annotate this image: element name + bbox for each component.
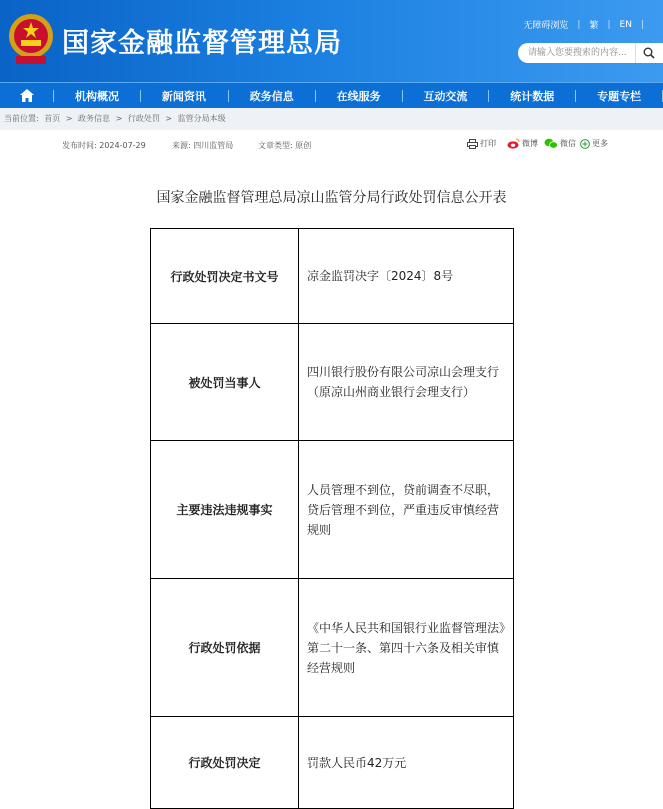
table-row [151,579,514,717]
traditional-chinese-link[interactable]: 繁 [589,21,599,31]
nav-divider [53,90,54,102]
share-wechat-button[interactable] [544,138,576,149]
table-row [151,717,514,809]
row-value: 四川银行股份有限公司凉山会理支行（原凉山州商业银行会理支行） [299,324,514,441]
table-row [151,324,514,441]
nav-item-interaction[interactable]: 互动交流 [423,89,468,103]
breadcrumb-separator: > [65,114,73,123]
plus-circle-icon [580,139,590,149]
site-header [0,0,663,82]
print-button[interactable] [467,138,496,149]
accessibility-link[interactable]: 无障碍浏览 [523,21,569,31]
row-label: 行政处罚决定书文号 [151,229,299,324]
row-label: 行政处罚依据 [151,579,299,717]
nav-item-statistics[interactable]: 统计数据 [510,89,555,103]
nav-item-special-topics[interactable]: 专题专栏 [597,89,642,103]
print-label: 打印 [480,139,496,148]
weibo-icon [507,138,520,149]
nav-divider [402,90,403,102]
more-label: 更多 [592,139,608,148]
search-button[interactable] [635,43,663,63]
nav-item-online-services[interactable]: 在线服务 [336,89,381,103]
nav-item-news[interactable]: 新闻资讯 [161,89,206,103]
article-source: 来源: 四川监管局 [172,141,234,150]
divider: | [607,19,611,30]
search-input[interactable]: 请输入您要搜索的内容... [518,43,635,63]
breadcrumb-prefix: 当前位置: [4,114,39,123]
share-more-button[interactable] [580,138,608,149]
row-label: 行政处罚决定 [151,717,299,809]
main-nav [0,82,663,108]
nav-divider [488,90,489,102]
article-type: 文章类型: 原创 [258,141,312,150]
nav-home[interactable] [0,83,53,108]
home-icon [20,89,34,102]
site-title[interactable]: 国家金融监督管理总局 [62,28,342,59]
table-row [151,441,514,579]
penalty-info-table [150,228,514,809]
breadcrumb-separator: > [165,114,173,123]
nav-divider [315,90,316,102]
row-value: 罚款人民币42万元 [299,717,514,809]
nav-divider [140,90,141,102]
share-weibo-button[interactable] [507,138,538,149]
breadcrumb [0,108,663,130]
search-icon [643,47,655,59]
article-title: 国家金融监督管理总局凉山监管分局行政处罚信息公开表 [156,190,507,206]
wechat-icon [544,138,558,149]
breadcrumb-item-home[interactable]: 首页 [44,114,61,123]
divider: | [577,19,581,30]
top-links [523,18,653,31]
row-label: 主要违法违规事实 [151,441,299,579]
row-value: 《中华人民共和国银行业监督管理法》第二十一条、第四十六条及相关审慎经营规则 [299,579,514,717]
nav-divider [228,90,229,102]
national-emblem-icon [6,10,56,68]
breadcrumb-item-government[interactable]: 政务信息 [78,114,111,123]
weibo-label: 微博 [522,139,538,148]
breadcrumb-item-branch[interactable]: 监管分局本级 [177,114,226,123]
divider: | [640,19,644,30]
breadcrumb-item-penalty[interactable]: 行政处罚 [127,114,160,123]
publish-date: 发布时间: 2024-07-29 [62,141,146,150]
nav-divider [575,90,576,102]
row-value: 凉金监罚决字〔2024〕8号 [299,229,514,324]
table-row [151,229,514,324]
printer-icon [467,139,478,149]
english-link[interactable]: EN [619,19,632,30]
article-meta [0,130,663,158]
nav-item-about[interactable]: 机构概况 [75,89,119,103]
nav-item-government[interactable]: 政务信息 [249,89,294,103]
row-label: 被处罚当事人 [151,324,299,441]
row-value: 人员管理不到位，贷前调查不尽职，贷后管理不到位，严重违反审慎经营规则 [299,441,514,579]
breadcrumb-separator: > [115,114,123,123]
wechat-label: 微信 [560,139,576,148]
